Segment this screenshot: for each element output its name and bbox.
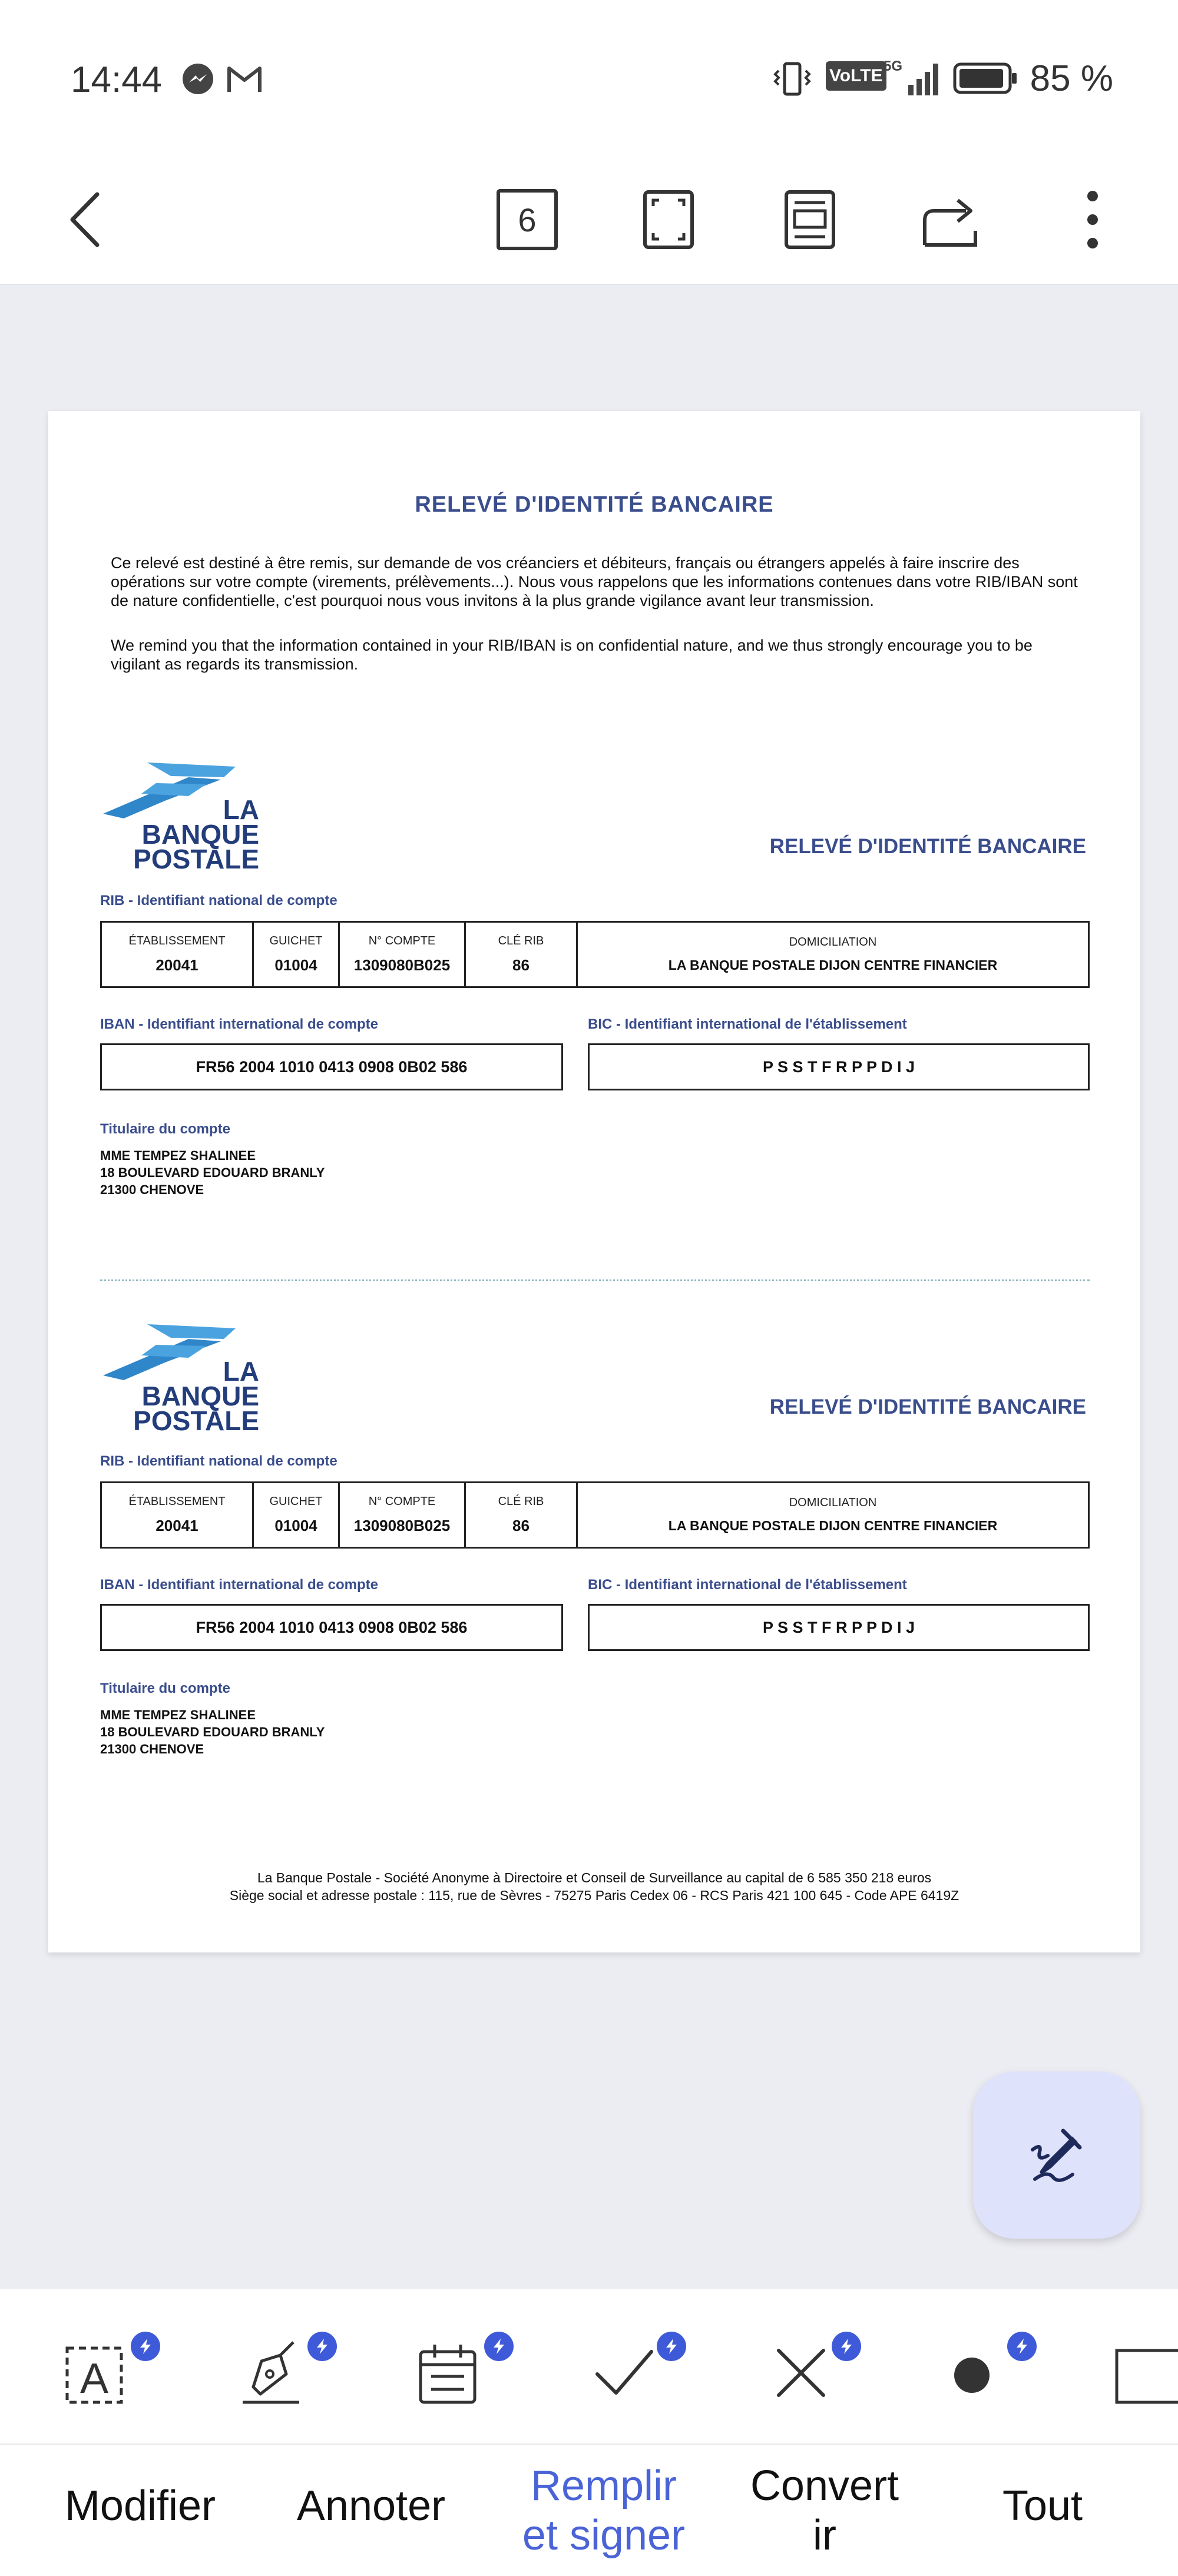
vibrate-icon (772, 61, 813, 100)
holder-city: 21300 CHENOVE (100, 1182, 204, 1197)
logo-line3: POSTALE (133, 844, 259, 874)
cross-tool[interactable] (766, 2332, 854, 2408)
sign-fab-button[interactable] (973, 2071, 1140, 2239)
holder-address (100, 1706, 325, 1758)
volte-icon: VoLTE (826, 61, 886, 91)
rib-cle: CLÉ RIB 86 (466, 923, 578, 986)
rib-cle: CLÉ RIB 86 (466, 1483, 578, 1547)
top-toolbar (0, 154, 1178, 285)
dot-tool[interactable] (942, 2332, 1031, 2408)
more-options-button[interactable] (1048, 175, 1137, 264)
dot-icon (942, 2338, 1013, 2408)
back-button[interactable] (41, 175, 130, 264)
share-icon (919, 187, 984, 252)
text-field-tool[interactable] (59, 2332, 147, 2408)
holder-city: 21300 CHENOVE (100, 1742, 204, 1756)
text-box-icon (59, 2338, 130, 2408)
rib-guichet: GUICHET 01004 (254, 923, 340, 986)
more-vertical-icon (1084, 187, 1101, 252)
premium-badge-icon (832, 2332, 861, 2361)
back-arrow-icon (62, 187, 109, 252)
fullscreen-button[interactable] (624, 175, 713, 264)
tab-modifier[interactable]: Modifier (64, 2482, 216, 2529)
rib-domiciliation: DOMICILIATION LA BANQUE POSTALE DIJON CENTRE FINANCIER (668, 936, 998, 973)
cross-icon (766, 2338, 836, 2408)
section-divider (100, 1279, 1090, 1281)
holder-street: 18 BOULEVARD EDOUARD BRANLY (100, 1165, 325, 1180)
bic-value: P S S T F R P P D I J (588, 1604, 1090, 1651)
document-page (48, 411, 1140, 1952)
holder-street: 18 BOULEVARD EDOUARD BRANLY (100, 1725, 325, 1739)
checkmark-icon (589, 2338, 660, 2408)
status-bar (0, 0, 1178, 154)
tab-convertir[interactable]: Convert ir (750, 2462, 899, 2559)
holder-label: Titulaire du compte (100, 1680, 230, 1696)
page-view-button[interactable] (766, 175, 854, 264)
logo-line2: BANQUE (141, 819, 259, 850)
premium-badge-icon (657, 2332, 686, 2361)
tab-annoter[interactable]: Annoter (296, 2482, 446, 2529)
document-title: RELEVÉ D'IDENTITÉ BANCAIRE (415, 492, 774, 517)
logo-line3: POSTALE (133, 1405, 259, 1436)
rib-guichet: GUICHET 01004 (254, 1483, 340, 1547)
logo-line2: BANQUE (141, 1381, 259, 1411)
rectangle-tool[interactable] (1113, 2332, 1178, 2408)
rectangle-icon (1113, 2338, 1178, 2408)
section-title: RELEVÉ D'IDENTITÉ BANCAIRE (769, 1395, 1086, 1418)
battery-icon (953, 62, 1018, 97)
premium-badge-icon (1007, 2332, 1037, 2361)
bic-label: BIC - Identifiant international de l'établissement (588, 1577, 907, 1593)
date-tool[interactable] (412, 2332, 501, 2408)
messenger-icon (180, 61, 216, 100)
rib-table (100, 921, 1090, 988)
page-layout-icon (780, 187, 839, 252)
rib-compte: N° COMPTE 1309080B025 (340, 1483, 466, 1547)
bank-logo (100, 1321, 277, 1439)
holder-label: Titulaire du compte (100, 1121, 230, 1137)
iban-value: FR56 2004 1010 0413 0908 0B02 586 (100, 1604, 563, 1651)
svg-text:A: A (80, 2355, 109, 2402)
status-time: 14:44 (71, 59, 163, 100)
checkmark-tool[interactable] (589, 2332, 677, 2408)
tab-remplir-et-signer[interactable]: Remplir et signer (522, 2462, 686, 2559)
holder-name: MME TEMPEZ SHALINEE (100, 1148, 256, 1163)
footer-line2: Siège social et adresse postale : 115, rue de Sèvres - 75275 Paris Cedex 06 - RCS Paris 421 100 645 - Code APE 6419Z (229, 1888, 959, 1903)
footer-line1: La Banque Postale - Société Anonyme à Directoire et Conseil de Surveillance au capital de 6 585 350 218 euros (257, 1870, 932, 1885)
premium-badge-icon (484, 2332, 514, 2361)
holder-name: MME TEMPEZ SHALINEE (100, 1708, 256, 1722)
iban-label: IBAN - Identifiant international de compte (100, 1016, 379, 1032)
pen-nib-icon (236, 2338, 306, 2408)
rib-label: RIB - Identifiant national de compte (100, 1453, 337, 1469)
logo-line1: LA (223, 1356, 259, 1387)
rib-table (100, 1481, 1090, 1549)
holder-address (100, 1147, 325, 1198)
premium-badge-icon (131, 2332, 160, 2361)
rib-label: RIB - Identifiant national de compte (100, 893, 337, 909)
share-button[interactable] (907, 175, 995, 264)
paragraph-english: We remind you that the information contained in your RIB/IBAN is on confidential nature, and we thus strongly encourage you to be vigilant as regards its transmission. (111, 636, 1033, 673)
section-title: RELEVÉ D'IDENTITÉ BANCAIRE (769, 835, 1086, 858)
bic-value: P S S T F R P P D I J (588, 1043, 1090, 1090)
premium-badge-icon (307, 2332, 337, 2361)
bic-label: BIC - Identifiant international de l'établissement (588, 1016, 907, 1032)
iban-label: IBAN - Identifiant international de compte (100, 1577, 379, 1593)
rib-domiciliation: DOMICILIATION LA BANQUE POSTALE DIJON CENTRE FINANCIER (668, 1496, 998, 1533)
page-count: 6 (497, 189, 558, 250)
logo-line1: LA (223, 794, 259, 825)
tab-tout[interactable]: Tout (1002, 2482, 1083, 2529)
battery-percent: 85 % (1030, 58, 1113, 99)
document-footer (48, 1869, 1140, 1904)
iban-value: FR56 2004 1010 0413 0908 0B02 586 (100, 1043, 563, 1090)
rib-etablissement: ÉTABLISSEMENT 20041 (102, 1483, 254, 1547)
bank-logo (100, 760, 277, 877)
signal-icon (884, 58, 942, 101)
rib-etablissement: ÉTABLISSEMENT 20041 (102, 923, 254, 986)
fullscreen-icon (639, 187, 698, 252)
paragraph-french: Ce relevé est destiné à être remis, sur demande de vos créanciers et débiteurs, français ou étrangers appelés à faire inscrire des opérations sur votre compte (virements, prélèvements...). Nous vous rappelons que les informations contenues dans votre RIB/IBAN sont de nature confidentielle, c'est pourquoi nous vous invitons à la plus grande vigilance avant leur transmission. (111, 554, 1078, 609)
svg-text:5G: 5G (884, 58, 903, 74)
calendar-icon (412, 2338, 483, 2408)
gmail-icon (226, 64, 263, 97)
signature-pen-icon (1024, 2123, 1089, 2187)
signature-tool[interactable] (236, 2332, 324, 2408)
rib-compte: N° COMPTE 1309080B025 (340, 923, 466, 986)
page-count-button[interactable] (483, 175, 571, 264)
